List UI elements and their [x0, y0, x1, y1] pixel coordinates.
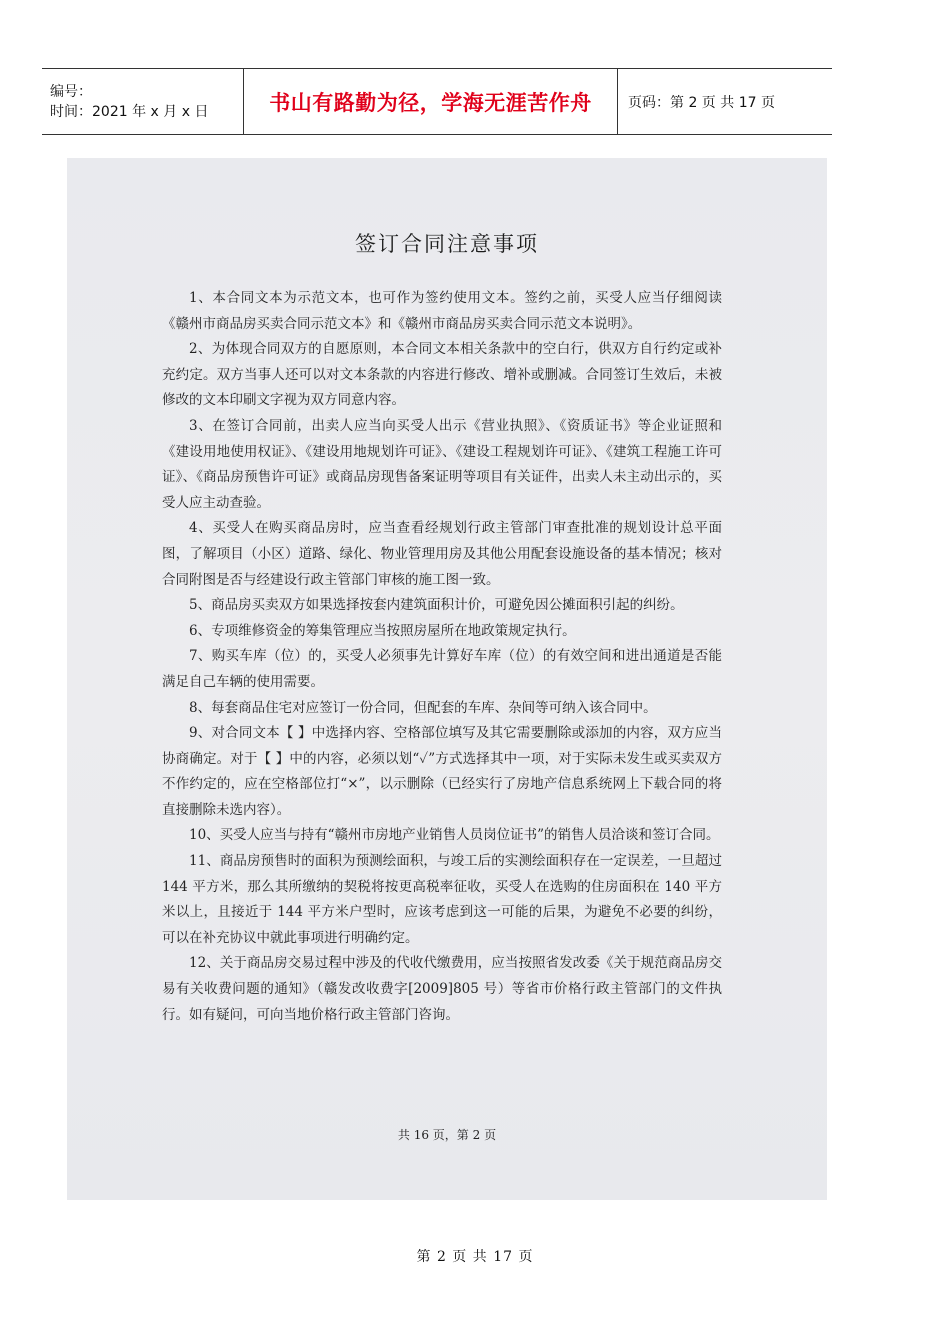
paragraph: 4、买受人在购买商品房时，应当查看经规划行政主管部门审查批准的规划设计总平面图，了解项目（小区）道路、绿化、物业管理用房及其他公用配套设施设备的基本情况；核对合同附图是否与经建设行政主管部门审核的施工图一致。 [162, 520, 722, 588]
header-motto-cell [244, 69, 618, 134]
scan-page-footer: 共 16 页，第 2 页 [397, 1128, 497, 1142]
scanned-page [67, 158, 827, 1200]
scan-body [162, 286, 722, 1028]
paragraph: 6、专项维修资金的筹集管理应当按照房屋所在地政策规定执行。 [189, 622, 576, 639]
header-page-cell [618, 69, 832, 134]
header-meta-cell [42, 69, 244, 134]
paragraph: 8、每套商品住宅对应签订一份合同，但配套的车库、杂间等可纳入该合同中。 [189, 699, 657, 716]
paragraph: 1、本合同文本为示范文本，也可作为签约使用文本。签约之前，买受人应当仔细阅读《赣州市商品房买卖合同示范文本》和《赣州市商品房买卖合同示范文本说明》。 [162, 290, 722, 332]
page-footer: 第 2 页 共 17 页 [416, 1249, 534, 1265]
paragraph: 9、对合同文本【 】中选择内容、空格部位填写及其它需要删除或添加的内容，双方应当协商确定。对于【 】中的内容，必须以划“✓”方式选择其中一项，对于实际未发生或买卖双方不作约定的，应在空格部位打“×”，以示删除（已经实行了房地产信息系统网上下载合同的将直接删除未选内容）。 [162, 725, 722, 818]
paragraph: 3、在签订合同前，出卖人应当向买受人出示《营业执照》、《资质证书》等企业证照和《建设用地使用权证》、《建设用地规划许可证》、《建设工程规划许可证》、《建筑工程施工许可证》、《商品房预售许可证》或商品房现售备案证明等项目有关证件，出卖人未主动出示的，买受人应主动查验。 [162, 417, 722, 511]
document-number-label: 编号： [50, 83, 92, 100]
paragraph: 7、购买车库（位）的，买受人必须事先计算好车库（位）的有效空间和进出通道是否能满足自己车辆的使用需要。 [162, 648, 722, 690]
paragraph: 2、为体现合同双方的自愿原则，本合同文本相关条款中的空白行，供双方自行约定或补充约定。双方当事人还可以对文本条款的内容进行修改、增补或删减。合同签订生效后，未被修改的文本印刷文字视为双方同意内容。 [162, 341, 722, 409]
document-header [42, 68, 832, 135]
paragraph: 10、买受人应当与持有“赣州市房地产业销售人员岗位证书”的销售人员洽谈和签订合同。 [189, 827, 720, 844]
scan-title: 签订合同注意事项 [355, 232, 539, 256]
paragraph: 12、关于商品房交易过程中涉及的代收代缴费用，应当按照省发改委《关于规范商品房交易有关收费问题的通知》（赣发改收费字[2009]805 号）等省市价格行政主管部门的文件执行。如有疑问，可向当地价格行政主管部门咨询。 [162, 955, 722, 1023]
document-time-label: 时间：2021 年 x 月 x 日 [50, 103, 209, 120]
header-motto: 书山有路勤为径，学海无涯苦作舟 [269, 90, 592, 115]
paragraph: 5、商品房买卖双方如果选择按套内建筑面积计价，可避免因公摊面积引起的纠纷。 [189, 597, 684, 614]
paragraph: 11、商品房预售时的面积为预测绘面积，与竣工后的实测绘面积存在一定误差，一旦超过 144 平方米，那么其所缴纳的契税将按更高税率征收，买受人在选购的住房面积在 140 平方米以上，且接近于 144 平方米户型时，应该考虑到这一可能的后果，为避免不必要的纠纷，可以在补充协议中就此事项进行明确约定。 [162, 853, 722, 946]
header-page-label: 页码：第 2 页 共 17 页 [628, 94, 775, 111]
